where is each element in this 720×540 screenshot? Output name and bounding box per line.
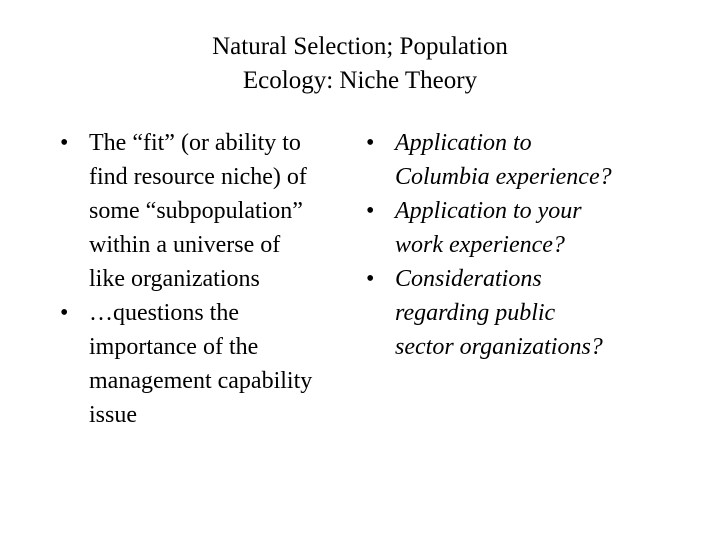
bullet-text-line: importance of the bbox=[89, 334, 259, 360]
bullet-item bbox=[362, 194, 662, 262]
slide-title bbox=[60, 30, 660, 98]
bullet-text-line: work experience? bbox=[395, 232, 565, 258]
bullet-text bbox=[89, 296, 356, 432]
bullet-text bbox=[89, 126, 356, 296]
bullet-text-line: regarding public bbox=[395, 300, 556, 326]
bullet-text-line: The “fit” (or ability to bbox=[89, 130, 301, 156]
slide-title-line: Ecology: Niche Theory bbox=[242, 67, 478, 94]
bullet-text-line: Considerations bbox=[395, 266, 542, 292]
bullet-text-line: issue bbox=[89, 402, 137, 428]
bullet-icon: • bbox=[366, 266, 375, 292]
bullet-text-line: find resource niche) of bbox=[89, 164, 307, 190]
bullet-text bbox=[395, 126, 662, 194]
bullet-text-line: like organizations bbox=[89, 266, 260, 292]
bullet-item bbox=[56, 126, 356, 296]
bullet-text-line: management capability bbox=[89, 368, 313, 394]
bullet-text-line: sector organizations? bbox=[395, 334, 603, 360]
bullet-icon: • bbox=[366, 130, 375, 156]
bullet-text bbox=[395, 194, 662, 262]
left-bullet-list bbox=[56, 126, 356, 432]
bullet-icon: • bbox=[60, 300, 69, 326]
bullet-text bbox=[395, 262, 662, 364]
bullet-item bbox=[362, 126, 662, 194]
slide-title-line: Natural Selection; Population bbox=[212, 33, 508, 60]
bullet-item bbox=[362, 262, 662, 364]
bullet-text-line: within a universe of bbox=[89, 232, 281, 258]
right-bullet-list bbox=[362, 126, 662, 364]
bullet-text-line: Application to your bbox=[395, 198, 582, 224]
bullet-text-line: some “subpopulation” bbox=[89, 198, 303, 224]
bullet-text-line: Columbia experience? bbox=[395, 164, 612, 190]
bullet-text-line: Application to bbox=[395, 130, 532, 156]
bullet-icon: • bbox=[366, 198, 375, 224]
bullet-text-line: …questions the bbox=[89, 300, 239, 326]
bullet-icon: • bbox=[60, 130, 69, 156]
bullet-item bbox=[56, 296, 356, 432]
